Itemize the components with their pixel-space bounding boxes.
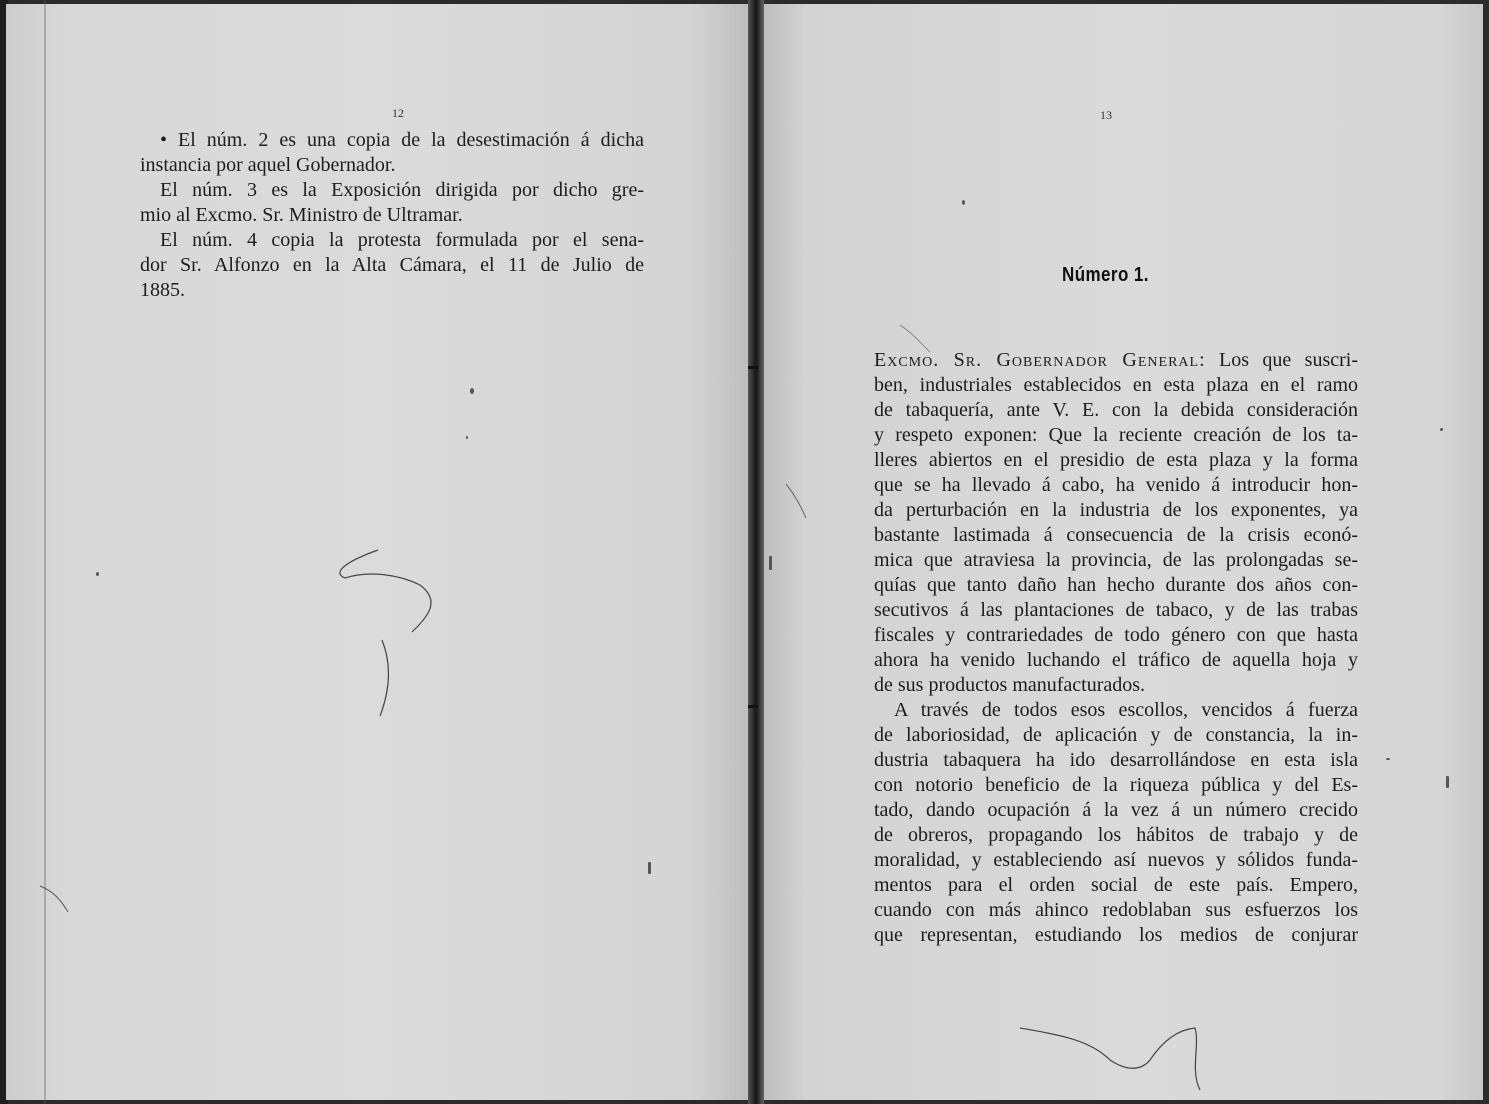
text-line: mio al Excmo. Sr. Ministro de Ultramar. — [140, 204, 463, 226]
ink-speck — [769, 556, 772, 570]
text-line: y respeto exponen: Que la reciente creación de los ta- — [874, 424, 1358, 446]
text-line: dustria tabaquera ha ido desarrollándose en esta isla — [874, 749, 1358, 771]
binding-mark — [748, 705, 758, 708]
text-line: tado, dando ocupación á la vez á un número crecido — [874, 799, 1358, 821]
text-line: mentos para el orden social de este país. Empero, — [874, 874, 1358, 896]
text-line: da perturbación en la industria de los exponentes, ya — [874, 499, 1358, 521]
text-line: con notorio beneficio de la riqueza pública y del Es- — [874, 774, 1358, 796]
ink-speck — [1386, 758, 1390, 760]
book-gutter — [748, 0, 764, 1104]
text-line: secutivos á las plantaciones de tabaco, y de las trabas — [874, 599, 1358, 621]
text-line: instancia por aquel Gobernador. — [140, 154, 396, 176]
text-line: de tabaquería, ante V. E. con la debida consideración — [874, 399, 1358, 421]
text-line: que se ha llevado á cabo, ha venido á introducir hon- — [874, 474, 1358, 496]
text-line: de obreros, propagando los hábitos de trabajo y de — [874, 824, 1358, 846]
text-line: El núm. 3 es la Exposición dirigida por dicho gre- — [160, 179, 644, 201]
text-line — [874, 348, 1358, 373]
ink-speck — [466, 436, 468, 439]
text-line: dor Sr. Alfonzo en la Alta Cámara, el 11 de Julio de — [140, 254, 644, 276]
salutation: Excmo. Sr. Gobernador General: — [874, 349, 1206, 371]
text-line: • El núm. 2 es una copia de la desestimación á dicha — [160, 129, 644, 151]
page-crease — [44, 0, 46, 1104]
ink-speck — [648, 862, 651, 874]
page-number-right: 13 — [1100, 108, 1112, 122]
text-line: que representan, estudiando los medios de conjurar — [874, 924, 1358, 946]
text-line: lleres abiertos en el presidio de esta plaza y la forma — [874, 449, 1358, 471]
section-heading: Número 1. — [1062, 264, 1149, 286]
text-line: A través de todos esos escollos, vencidos á fuerza — [894, 699, 1358, 721]
ink-speck — [962, 200, 965, 205]
ink-speck — [470, 388, 474, 394]
text-line: 1885. — [140, 279, 185, 301]
text-line: mica que atraviesa la provincia, de las prolongadas se- — [874, 549, 1358, 571]
text-line: cuando con más ahinco redoblaban sus esfuerzos los — [874, 899, 1358, 921]
text-line: de laboriosidad, de aplicación y de constancia, la in- — [874, 724, 1358, 746]
ink-speck — [1446, 776, 1449, 788]
text-line: El núm. 4 copia la protesta formulada por el sena- — [160, 229, 644, 251]
page-number-left: 12 — [392, 106, 404, 120]
text-line: moralidad, y estableciendo así nuevos y sólidos funda- — [874, 849, 1358, 871]
right-page-text — [874, 348, 1358, 948]
text-line: de sus productos manufacturados. — [874, 674, 1146, 696]
ink-speck — [1440, 428, 1443, 431]
binding-mark — [748, 366, 758, 369]
text-line: ben, industriales establecidos en esta plaza en el ramo — [874, 374, 1358, 396]
ink-speck — [96, 572, 99, 576]
text-line: quías que tanto daño han hecho durante dos años con- — [874, 574, 1358, 596]
text-line: ahora ha venido luchando el tráfico de aquella hoja y — [874, 649, 1358, 671]
salutation-continuation: Los que suscri- — [1205, 349, 1358, 371]
left-page-text — [140, 128, 644, 303]
text-line: fiscales y contrariedades de todo género con que hasta — [874, 624, 1358, 646]
text-line: bastante lastimada á consecuencia de la crisis econó- — [874, 524, 1358, 546]
